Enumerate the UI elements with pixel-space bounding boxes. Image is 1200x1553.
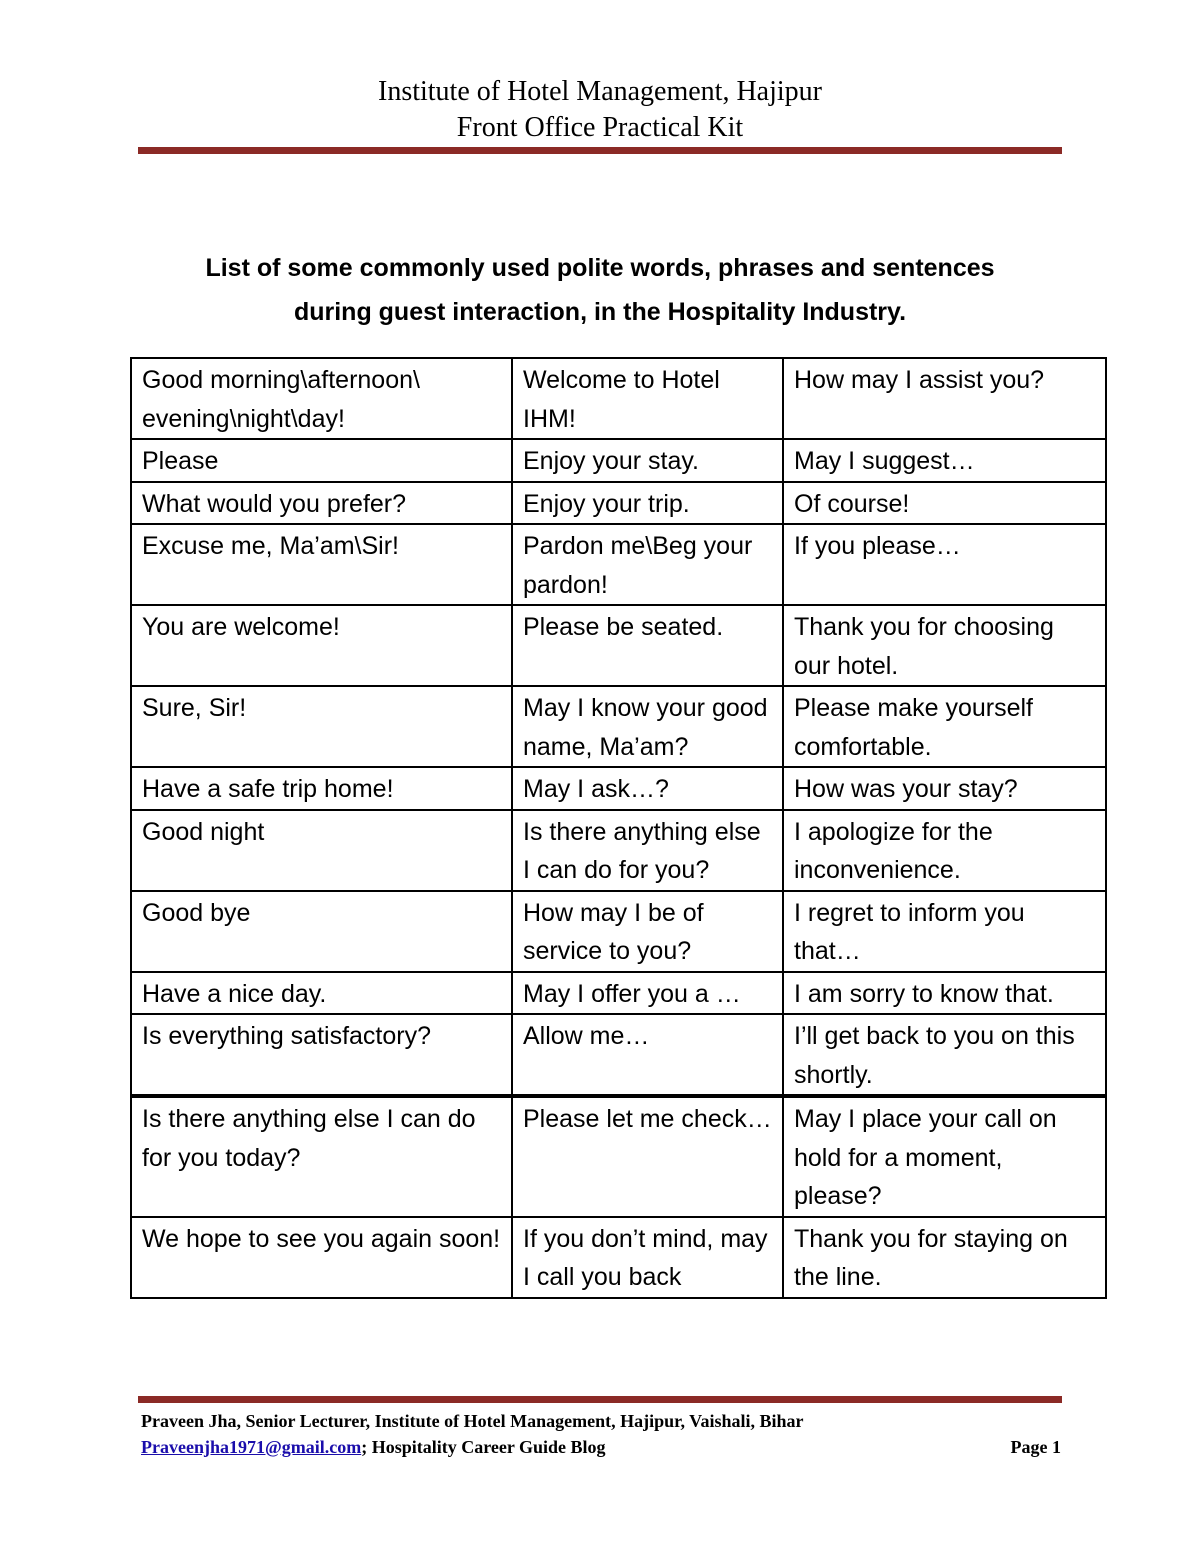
table-cell: I’ll get back to you on this shortly.: [783, 1014, 1106, 1096]
table-row: [131, 1217, 1106, 1298]
table-cell: Is there anything else I can do for you today?: [131, 1096, 512, 1217]
table-cell: We hope to see you again soon!: [131, 1217, 512, 1298]
title-line-2: during guest interaction, in the Hospitality Industry.: [293, 298, 907, 326]
email-link[interactable]: Praveenjha1971@gmail.com: [141, 1437, 362, 1457]
table-row: [131, 1096, 1106, 1217]
table-cell: Is everything satisfactory?: [131, 1014, 512, 1096]
table-cell: Please be seated.: [512, 605, 783, 686]
footer-author: Praveen Jha, Senior Lecturer, Institute of Hotel Management, Hajipur, Vaishali, Bihar: [141, 1411, 804, 1431]
table-cell: May I suggest…: [783, 439, 1106, 482]
page-header: [0, 74, 1200, 146]
table-row: [131, 686, 1106, 767]
table-cell: If you don’t mind, may I call you back: [512, 1217, 783, 1298]
table-cell: Enjoy your stay.: [512, 439, 783, 482]
table-cell: May I offer you a …: [512, 972, 783, 1015]
table-row: [131, 891, 1106, 972]
kit-name: Front Office Practical Kit: [456, 112, 744, 143]
table-cell: Thank you for choosing our hotel.: [783, 605, 1106, 686]
footer-rule: [138, 1396, 1062, 1403]
table-cell: Pardon me\Beg your pardon!: [512, 524, 783, 605]
table-cell: May I ask…?: [512, 767, 783, 810]
table-cell: Please: [131, 439, 512, 482]
table-cell: How was your stay?: [783, 767, 1106, 810]
blog-name: ; Hospitality Career Guide Blog: [361, 1437, 606, 1457]
table-cell: Thank you for staying on the line.: [783, 1217, 1106, 1298]
document-title: [0, 246, 1200, 334]
table-row: [131, 767, 1106, 810]
table-cell: Have a nice day.: [131, 972, 512, 1015]
table-cell: What would you prefer?: [131, 482, 512, 525]
table-cell: May I place your call on hold for a moment, please?: [783, 1096, 1106, 1217]
institute-name: Institute of Hotel Management, Hajipur: [378, 76, 822, 107]
table-row: [131, 1014, 1106, 1096]
table-cell: Welcome to Hotel IHM!: [512, 358, 783, 439]
phrases-table: [130, 357, 1107, 1299]
table-cell: Excuse me, Ma’am\Sir!: [131, 524, 512, 605]
table-cell: I am sorry to know that.: [783, 972, 1106, 1015]
table-cell: Of course!: [783, 482, 1106, 525]
table-row: [131, 439, 1106, 482]
table-cell: Allow me…: [512, 1014, 783, 1096]
table-cell: Is there anything else I can do for you?: [512, 810, 783, 891]
table-row: [131, 524, 1106, 605]
table-row: [131, 810, 1106, 891]
table-cell: You are welcome!: [131, 605, 512, 686]
table-row: [131, 972, 1106, 1015]
header-rule: [138, 147, 1062, 154]
title-line-1: List of some commonly used polite words, phrases and sentences: [205, 254, 995, 282]
page-number: Page 1: [1010, 1437, 1061, 1457]
table-cell: Please make yourself comfortable.: [783, 686, 1106, 767]
table-row: [131, 358, 1106, 439]
table-row: [131, 605, 1106, 686]
table-cell: Enjoy your trip.: [512, 482, 783, 525]
table-row: [131, 482, 1106, 525]
table-cell: How may I assist you?: [783, 358, 1106, 439]
table-cell: I apologize for the inconvenience.: [783, 810, 1106, 891]
table-cell: Sure, Sir!: [131, 686, 512, 767]
table-cell: Have a safe trip home!: [131, 767, 512, 810]
table-cell: Please let me check…: [512, 1096, 783, 1217]
table-cell: How may I be of service to you?: [512, 891, 783, 972]
table-cell: If you please…: [783, 524, 1106, 605]
table-cell: May I know your good name, Ma’am?: [512, 686, 783, 767]
table-cell: I regret to inform you that…: [783, 891, 1106, 972]
table-cell: Good night: [131, 810, 512, 891]
footer-contact: [141, 1435, 1061, 1459]
table-cell: Good morning\afternoon\ evening\night\day!: [131, 358, 512, 439]
table-cell: Good bye: [131, 891, 512, 972]
